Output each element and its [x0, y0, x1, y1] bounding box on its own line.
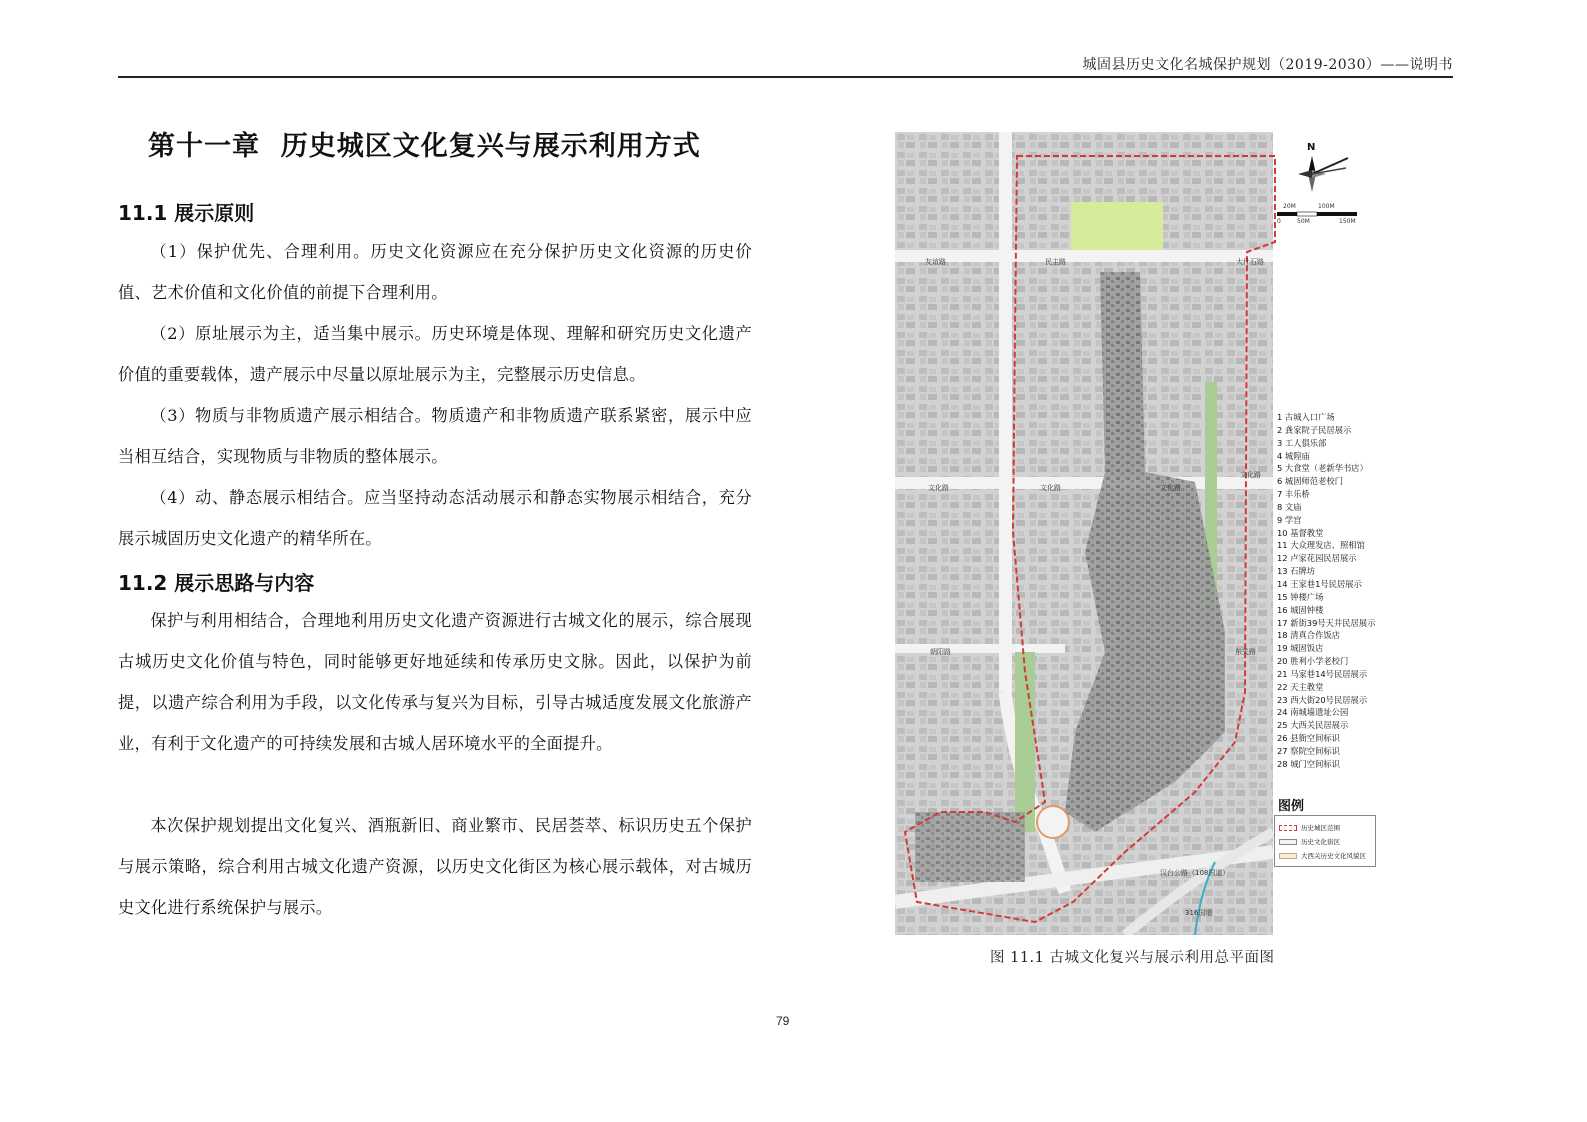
district-swatch-icon [1279, 839, 1297, 845]
road-label: 友谊路 [925, 258, 946, 266]
scale-label: 0 [1277, 218, 1281, 225]
paragraph: （1）保护优先、合理利用。历史文化资源应在充分保护历史文化资源的历史价值、艺术价值和文化价值的前提下合理利用。 [118, 242, 752, 302]
road-label: 文化路 [1240, 471, 1261, 479]
road-label: 东关路 [1235, 648, 1256, 656]
roundabout [1037, 806, 1069, 838]
legend-key-label: 历史城区范围 [1301, 824, 1340, 832]
legend-item: 25 大西关民居展示 [1277, 720, 1349, 731]
road-west-avenue [999, 132, 1012, 692]
legend-item: 18 清真合作饭店 [1277, 630, 1340, 641]
district-dadong [915, 812, 1025, 882]
road-label: 大什石路 [1236, 258, 1264, 266]
legend-item: 15 钟楼广场 [1277, 591, 1324, 602]
legend-item: 4 城隍庙 [1277, 450, 1310, 461]
legend-key-boundary [1279, 823, 1340, 832]
legend-title: 图例 [1278, 799, 1305, 814]
north-label: N [1307, 142, 1316, 153]
header-rule [118, 76, 1453, 78]
road-chaoyang [895, 644, 1065, 653]
legend-item: 9 学宫 [1277, 514, 1302, 525]
paragraph: （2）原址展示为主，适当集中展示。历史环境是体现、理解和研究历史文化遗产价值的重要载体，遗产展示中尽量以原址展示为主，完整展示历史信息。 [118, 324, 752, 384]
road-label: 316国道 [1185, 909, 1213, 917]
paragraph: （4）动、静态展示相结合。应当坚持动态活动展示和静态实物展示相结合，充分展示城固历史文化遗产的精华所在。 [118, 488, 752, 548]
plan-legend-list [1277, 411, 1375, 771]
chapter-title: 第十一章 历史城区文化复兴与展示利用方式 [148, 131, 701, 162]
legend-item: 6 城固师范老校门 [1277, 476, 1343, 487]
paragraph: 本次保护规划提出文化复兴、酒瓶新旧、商业繁市、民居荟萃、标识历史五个保护与展示策略，综合利用古城文化遗产资源，以历史文化街区为核心展示载体，对古城历史文化进行系统保护与展示。 [118, 816, 752, 917]
running-header: 城固县历史文化名城保护规划（2019-2030）——说明书 [1082, 57, 1453, 73]
legend-item: 14 王家巷1号民居展示 [1277, 578, 1362, 589]
paragraph: 保护与利用相结合，合理地利用历史文化遗产资源进行古城文化的展示，综合展现古城历史文化价值与特色，同时能够更好地延续和传承历史文脉。因此，以保护为前提，以遗产综合利用为手段，以文化传承与复兴为目标，引导古城适度发展文化旅游产业，有利于文化遗产的可持续发展和古城人居环境水平的全面提升。 [118, 611, 752, 753]
legend-item: 19 城固饭店 [1277, 643, 1324, 654]
legend-item: 28 城门空间标识 [1277, 758, 1340, 769]
scale-label: 100M [1318, 203, 1335, 210]
legend-item: 21 马家巷14号民居展示 [1277, 668, 1368, 679]
legend-item: 26 县衙空间标识 [1277, 733, 1340, 744]
paragraph: （3）物质与非物质遗产展示相结合。物质遗产和非物质遗产联系紧密，展示中应当相互结合，实现物质与非物质的整体展示。 [118, 406, 752, 466]
road-label: 文化路 [1160, 484, 1181, 492]
legend-item: 10 基督教堂 [1277, 527, 1324, 538]
road-label: 汉台公路（108国道） [1160, 869, 1230, 877]
legend-item: 20 胜利小学老校门 [1277, 656, 1349, 667]
legend-item: 1 古城入口广场 [1277, 412, 1335, 422]
legend-item: 23 西大街20号民居展示 [1277, 694, 1368, 705]
figure-caption: 图 11.1 古城文化复兴与展示利用总平面图 [990, 950, 1275, 966]
legend-item: 16 城固钟楼 [1277, 604, 1324, 615]
scale-label: 20M [1283, 203, 1296, 210]
road-label: 民主路 [1045, 258, 1066, 266]
section-heading-display-principles: 11.1 展示原则 [118, 201, 255, 225]
legend-item: 3 工人俱乐部 [1277, 437, 1327, 448]
scale-label: 150M [1339, 218, 1356, 225]
boundary-swatch-icon [1279, 825, 1297, 831]
legend-item: 2 龚家院子民居展示 [1277, 424, 1352, 435]
legend-key-box [1274, 815, 1376, 867]
legend-item: 17 新街39号天井民居展示 [1277, 617, 1376, 628]
section-heading-display-content: 11.2 展示思路与内容 [118, 571, 315, 595]
legend-item: 24 南城墙遗址公园 [1277, 707, 1349, 718]
legend-key-district [1279, 837, 1340, 846]
road-minzhu [895, 250, 1273, 262]
road-label: 文化路 [928, 484, 949, 492]
scale-bar [1277, 210, 1357, 218]
page-number: 79 [776, 1014, 790, 1028]
legend-item: 13 石牌坊 [1277, 566, 1316, 577]
lawn-north [1071, 202, 1163, 250]
legend-item: 5 大食堂（老新华书店） [1277, 463, 1368, 474]
road-label: 朝阳路 [930, 648, 951, 656]
scale-label: 50M [1297, 218, 1310, 225]
road-label: 文化路 [1040, 484, 1061, 492]
legend-item: 22 天主教堂 [1277, 681, 1324, 692]
green-strip-south [1015, 652, 1035, 832]
legend-item: 11 大众理发店、照相馆 [1277, 540, 1365, 551]
legend-item: 7 丰乐桥 [1277, 489, 1310, 500]
legend-key-label: 大西关历史文化风貌区 [1301, 852, 1366, 860]
legend-key-label: 历史文化街区 [1301, 838, 1340, 846]
legend-item: 27 察院空间标识 [1277, 745, 1340, 756]
area-swatch-icon [1279, 853, 1297, 859]
legend-item: 12 卢家花园民居展示 [1277, 553, 1357, 564]
legend-key-area [1279, 851, 1366, 860]
north-arrow-icon [1296, 154, 1350, 194]
legend-item: 8 文庙 [1277, 501, 1302, 512]
